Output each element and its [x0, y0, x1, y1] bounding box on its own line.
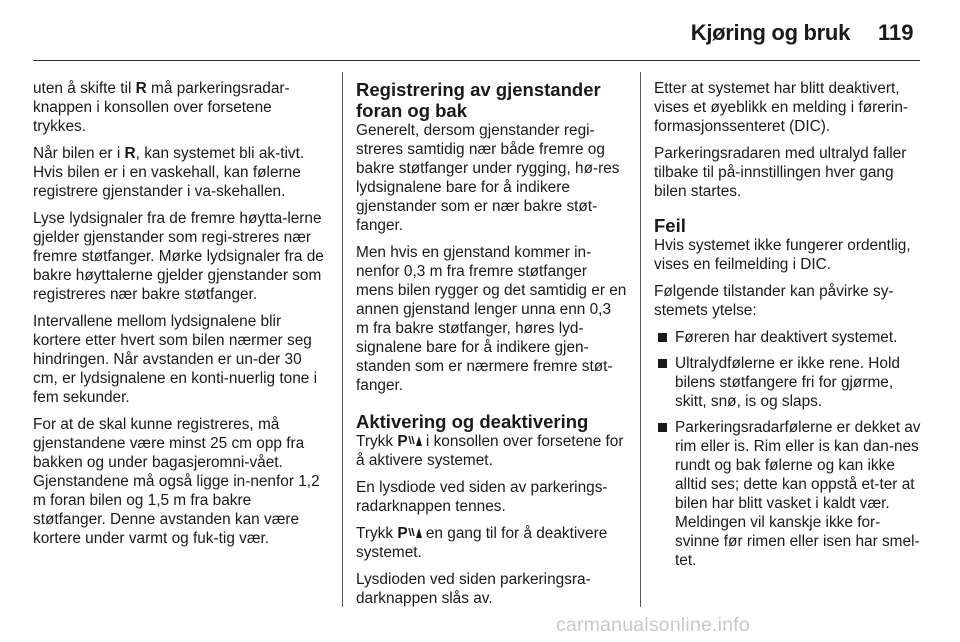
watermark: carmanualsonline.info — [556, 614, 750, 636]
parking-sensor-icon: P — [397, 525, 421, 542]
gear-r-symbol: R — [124, 145, 136, 162]
column-right — [654, 79, 924, 577]
paragraph: Hvis systemet ikke fungerer ordentlig, vises en feilmelding i DIC. — [654, 237, 911, 273]
page-header-title: Kjøring og bruk — [690, 20, 850, 45]
paragraph: Etter at systemet har blitt deaktivert, vises et øyeblikk en melding i førerin-formasjonssenteret (DIC). — [654, 80, 909, 135]
paragraph: En lysdiode ved siden av parkerings-radarknappen tennes. — [356, 479, 608, 515]
column-divider — [342, 72, 343, 607]
column-divider — [640, 72, 641, 607]
paragraph: Trykk P i konsollen over forsetene for å aktivere systemet. — [356, 433, 624, 469]
parking-sensor-icon: P — [397, 433, 421, 450]
gear-r-symbol: R — [135, 80, 147, 97]
paragraph: Trykk P en gang til for å deaktivere systemet. — [356, 525, 608, 561]
paragraph: Intervallene mellom lydsignalene blir kortere etter hvert som bilen nærmer seg hindringen. Når avstanden er un-der 30 cm, er lydsignalene en konti-nuerlig tone i fem sekunder. — [33, 313, 318, 406]
list-item: Føreren har deaktivert systemet. — [654, 328, 924, 347]
paragraph: Lyse lydsignaler fra de fremre høytta-lerne gjelder gjenstander som regi-streres nær fremre støtfanger. Mørke lydsignaler fra de bakre høyttalerne gjelder gjenstander som registreres nær bakre støtfanger. — [33, 210, 324, 303]
paragraph: Men hvis en gjenstand kommer in-nenfor 0,3 m fra fremre støtfanger mens bilen rygger og det samtidig er en annen gjenstand lenger unna enn 0,3 m fra bakre støtfanger, høres lyd-signalene bare for å indikere gjen-standen som er nærmere fremre støt-fanger. — [356, 244, 627, 394]
paragraph: Generelt, dersom gjenstander regi-streres samtidig nær både fremre og bakre støtfanger under rygging, hø-res lydsignalene bare for å indikere gjenstander som er nær bakre støt-fanger. — [356, 122, 620, 234]
list-item: Parkeringsradarfølerne er dekket av rim eller is. Rim eller is kan dan-nes rundt og bak følerne og kan ikke alltid ses; dette kan oppstå et-ter at bilen har blitt vasket i kaldt vær. Meldingen vil kanskje ikke for-svinne før rimen eller isen har smel-tet. — [654, 418, 924, 570]
section-heading: Feil — [654, 215, 686, 236]
paragraph: Når bilen er i R, kan systemet bli ak-tivt. Hvis bilen er i en vaskehall, kan følerne registrere gjenstander i va-skehallen. — [33, 145, 305, 200]
paragraph: For at de skal kunne registreres, må gjenstandene være minst 25 cm opp fra bakken og under bagasjeromni-vået. Gjenstandene må også ligge in-nenfor 1,2 m foran bilen og 1,5 m fra bakre støtfanger. Denne avstanden kan være kortere under varmt og fuk-tig vær. — [33, 416, 320, 547]
paragraph: uten å skifte til R må parkeringsradar-knappen i konsollen over forsetene trykkes. — [33, 80, 290, 135]
header-rule — [33, 60, 920, 61]
column-middle — [356, 79, 628, 616]
column-left — [33, 79, 328, 556]
condition-list — [654, 328, 924, 570]
page-number: 119 — [878, 20, 914, 45]
list-item: Ultralydfølerne er ikke rene. Hold bilens støtfangere fri for gjørme, skitt, snø, is og slaps. — [654, 354, 924, 411]
section-heading: Registrering av gjenstander foran og bak — [356, 79, 601, 121]
paragraph: Følgende tilstander kan påvirke sy-stemets ytelse: — [654, 283, 894, 319]
paragraph: Lysdioden ved siden parkeringsra-darknappen slås av. — [356, 571, 591, 607]
paragraph: Parkeringsradaren med ultralyd faller tilbake til på-innstillingen hver gang bilen startes. — [654, 145, 907, 200]
section-heading: Aktivering og deaktivering — [356, 411, 589, 432]
